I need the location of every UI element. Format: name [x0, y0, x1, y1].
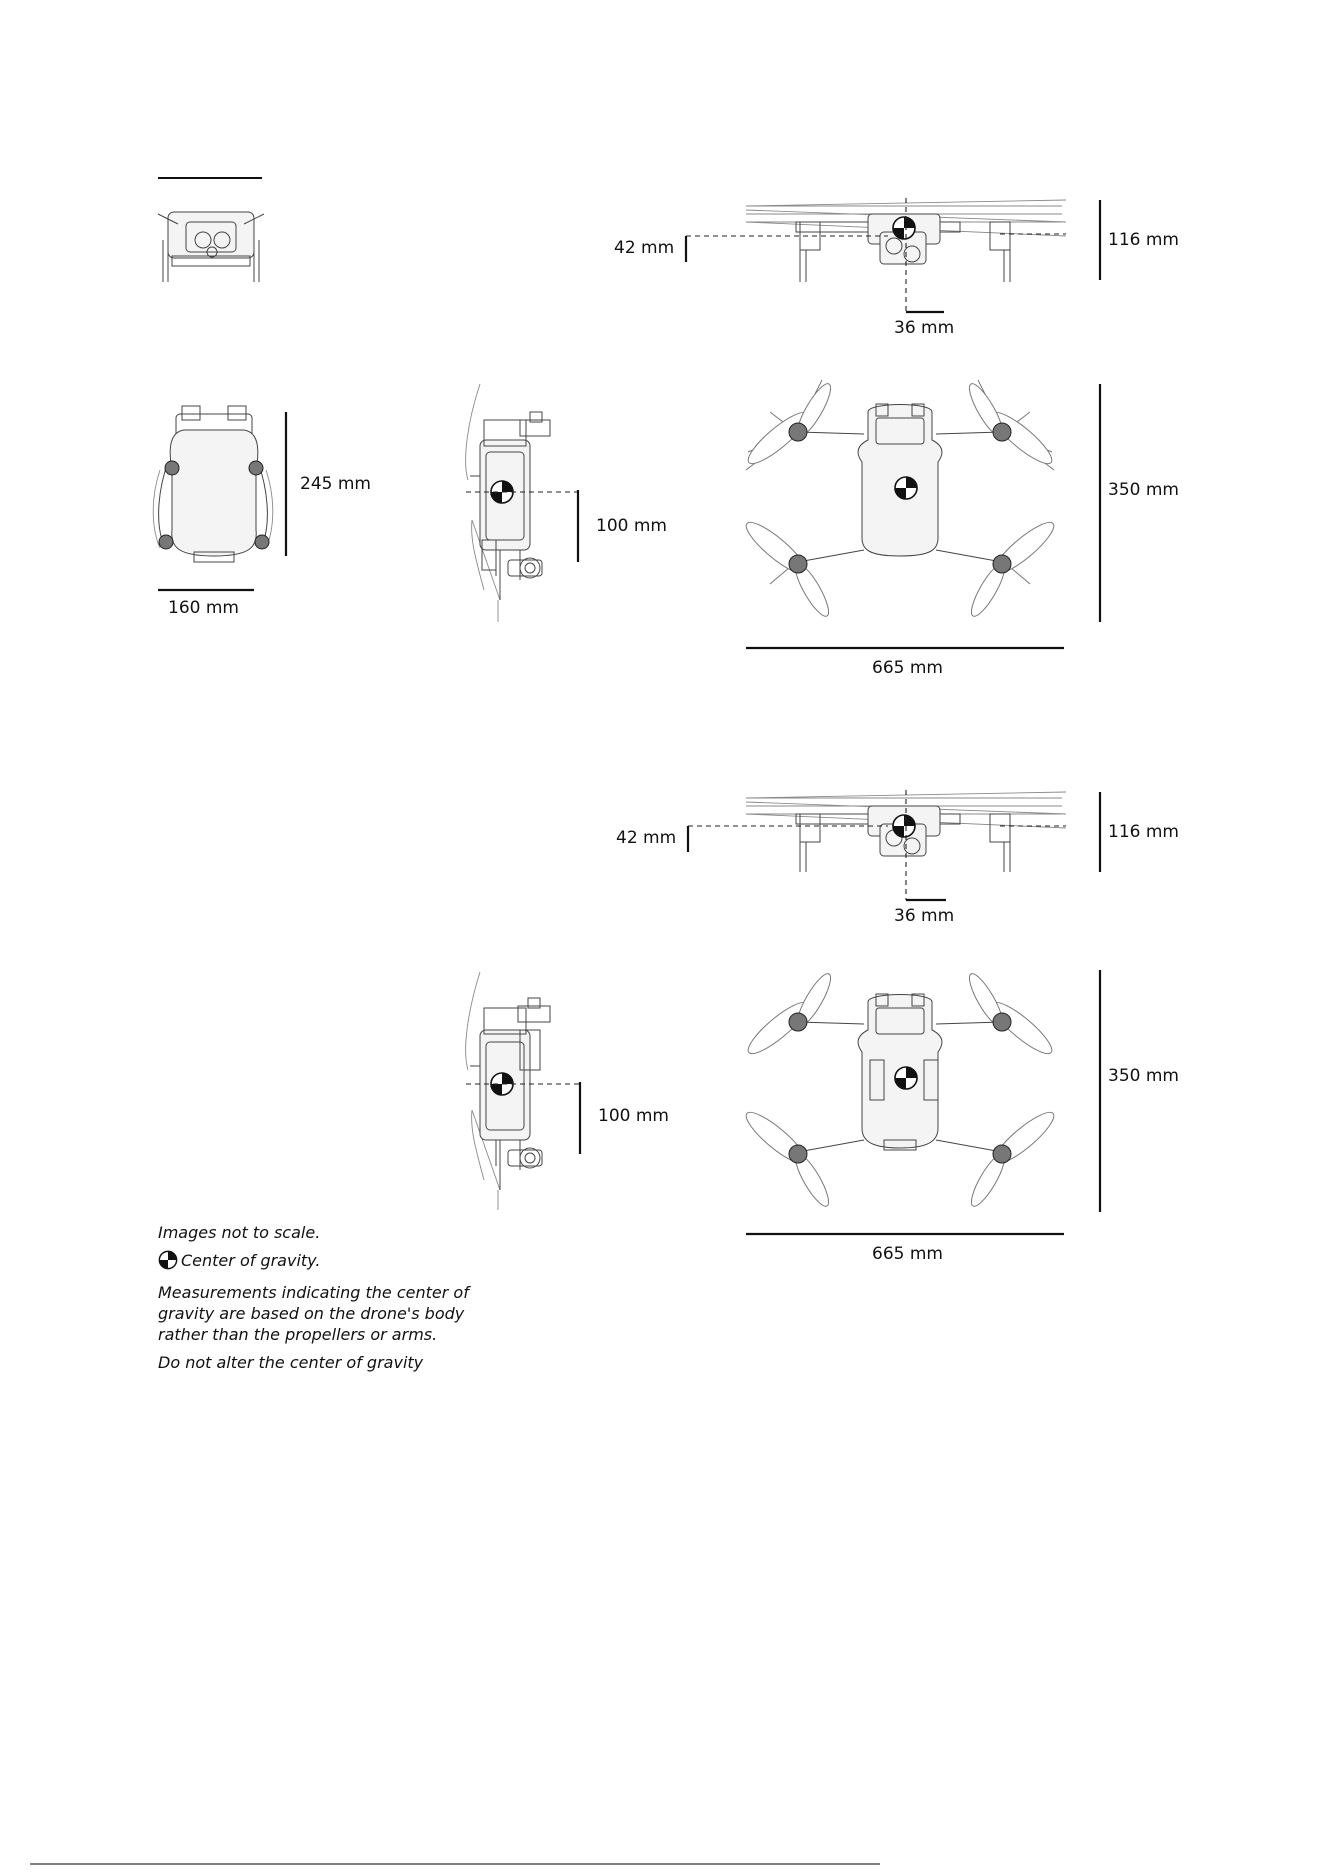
folded-width-label: 160 mm — [168, 598, 239, 618]
front-cg-height-label-2: 42 mm — [616, 828, 677, 848]
side-cg-label-1: 100 mm — [596, 516, 667, 536]
side-view-1 — [466, 384, 550, 622]
note-measurements: Measurements indicating the center of gravity are based on the drone's body rather than the propellers or arms. — [158, 1283, 469, 1344]
center-of-gravity-icon — [893, 815, 915, 837]
side-cg-label-2: 100 mm — [598, 1106, 669, 1126]
note-center-of-gravity — [158, 1250, 498, 1271]
note-not-to-scale: Images not to scale. — [158, 1223, 321, 1242]
folded-length-label: 245 mm — [300, 474, 371, 494]
folded-top-view — [153, 406, 273, 562]
center-of-gravity-icon — [893, 217, 915, 239]
center-of-gravity-icon — [895, 1067, 917, 1089]
side-view-2 — [466, 972, 550, 1210]
front-height-label-2: 116 mm — [1108, 822, 1179, 842]
top-length-label-2: 350 mm — [1108, 1066, 1179, 1086]
top-width-label-1: 665 mm — [872, 658, 943, 678]
top-length-label-1: 350 mm — [1108, 480, 1179, 500]
folded-front-view — [158, 212, 264, 282]
center-of-gravity-icon — [895, 477, 917, 499]
front-view-1 — [746, 200, 1066, 282]
front-cg-offset-label-1: 36 mm — [894, 318, 955, 338]
top-view-2 — [740, 970, 1059, 1210]
front-cg-height-label-1: 42 mm — [614, 238, 675, 258]
front-height-label-1: 116 mm — [1108, 230, 1179, 250]
front-cg-offset-label-2: 36 mm — [894, 906, 955, 926]
top-width-label-2: 665 mm — [872, 1244, 943, 1264]
note-do-not-alter: Do not alter the center of gravity — [158, 1353, 424, 1372]
top-view-1 — [740, 380, 1059, 620]
center-of-gravity-icon — [158, 1250, 178, 1270]
note-center-of-gravity-text: Center of gravity. — [181, 1251, 321, 1270]
